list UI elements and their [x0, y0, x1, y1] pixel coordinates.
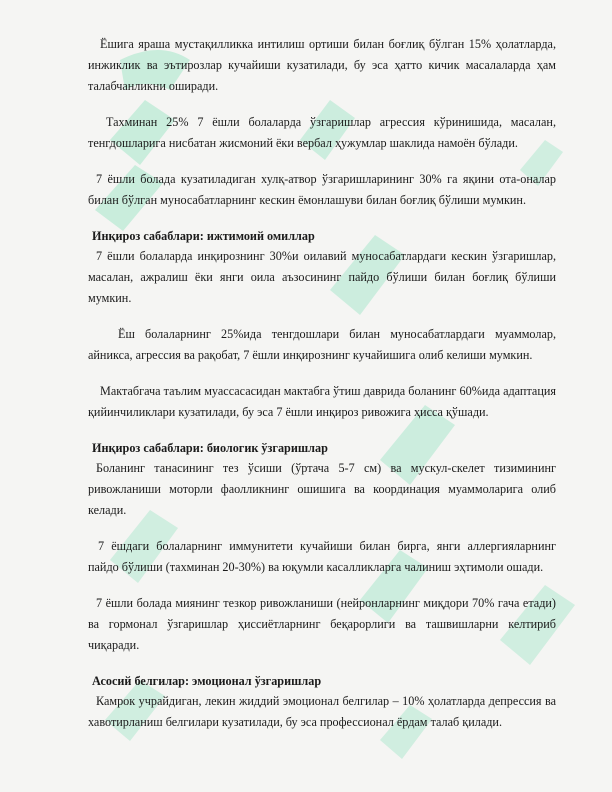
section-heading: Инқироз сабаблари: биологик ўзгаришлар	[92, 441, 328, 455]
document-body	[88, 34, 556, 733]
paragraph: 7 ёшли болада кузатиладиган хулқ-атвор ўзгаришларининг 30% га яқини ота-оналар билан бўлган муносабатларнинг кескин ёмонлашуви билан боғлиқ бўлиши мумкин.	[88, 172, 556, 207]
paragraph: Мактабгача таълим муассасасидан мактабга ўтиш даврида боланинг 60%ида адаптация қийинчиликлари кузатилади, бу эса 7 ёшли инқироз ривожига ҳисса қўшади.	[88, 384, 556, 419]
paragraph: 7 ёшли болада миянинг тезкор ривожланиши (нейронларнинг миқдори 70% гача етади) ва гормонал ўзгаришлар ҳиссиётларнинг беқарорлиги ва ташвишларни келтириб чиқаради.	[88, 596, 556, 652]
paragraph: Ёшига яраша мустақилликка интилиш ортиши билан боғлиқ бўлган 15% ҳолатларда, инжиклик ва эътирозлар кучайиши кузатилади, бу эса ҳатто кичик масалаларда ҳам талабчанликни оширади.	[88, 37, 556, 93]
section-heading: Асосий белгилар: эмоционал ўзгаришлар	[92, 674, 322, 688]
paragraph: Боланинг танасининг тез ўсиши (ўртача 5-7 см) ва мускул-скелет тизимининг ривожланиши моторли фаолликнинг ошишига ва координация муаммоларига олиб келади.	[88, 461, 556, 517]
section-heading: Инқироз сабаблари: ижтимоий омиллар	[92, 229, 315, 243]
paragraph: Тахминан 25% 7 ёшли болаларда ўзгаришлар агрессия кўринишида, масалан, тенгдошларига нисбатан жисмоний ёки вербал ҳужумлар шаклида намоён бўлади.	[88, 115, 556, 150]
paragraph: 7 ёшли болаларда инқирознинг 30%и оилавий муносабатлардаги кескин ўзгаришлар, масалан, ажралиш ёки янги оила аъзосининг пайдо бўлиши билан боғлиқ бўлиши мумкин.	[88, 249, 556, 305]
paragraph: 7 ёшдаги болаларнинг иммунитети кучайиши билан бирга, янги аллергияларнинг пайдо бўлиши (тахминан 20-30%) ва юқумли касалликларга чалиниш эҳтимоли ошади.	[88, 539, 556, 574]
paragraph: Ёш болаларнинг 25%ида тенгдошлари билан муносабатлардаги муаммолар, айникса, агрессия ва рақобат, 7 ёшли инқирознинг кучайишига олиб келиши мумкин.	[88, 327, 556, 362]
paragraph: Камрок учрайдиган, лекин жиддий эмоционал белгилар – 10% ҳолатларда депрессия ва хавотирланиш белгилари кузатилади, бу эса профессионал ёрдам талаб қилади.	[88, 694, 556, 729]
